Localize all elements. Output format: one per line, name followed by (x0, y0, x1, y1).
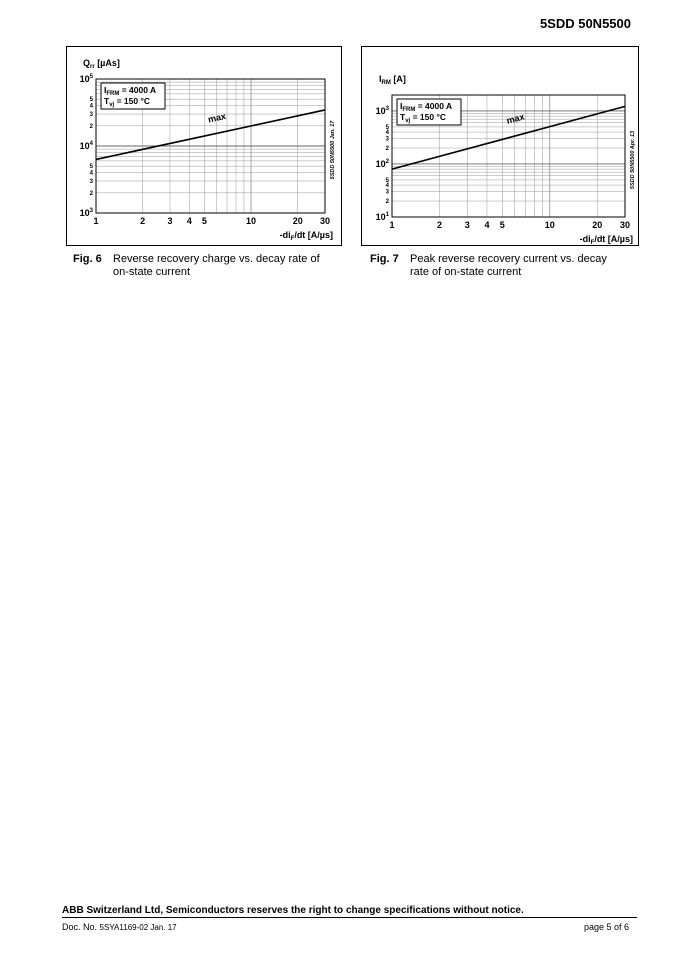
y-tick-label-minor: 2 (385, 199, 389, 206)
footer-divider (62, 917, 637, 918)
y-tick-label-minor: 4 (89, 103, 93, 110)
x-tick-label: 1 (93, 216, 99, 226)
x-tick-label: 10 (544, 220, 555, 230)
y-tick-label-minor: 3 (89, 179, 93, 186)
y-tick-label-minor: 2 (89, 123, 93, 130)
condition-label: $I_{FRM} = 4000$ A (400, 101, 453, 113)
x-tick-label: 4 (484, 220, 490, 230)
footer-doc-number (62, 922, 177, 932)
y-tick-label-minor: 3 (385, 136, 389, 143)
condition-label: $I_{FRM} = 4000$ A (104, 85, 157, 97)
chart-watermark: 5SDD 50N5500 Jan. 17 (330, 120, 336, 180)
x-axis-label: $-di_F/dt$ [A/µs] (279, 230, 333, 242)
x-tick-label: 1 (389, 220, 395, 230)
doc-label: Doc. No. (62, 922, 98, 932)
y-tick-label-minor: 5 (385, 124, 389, 131)
y-tick-label-minor: 5 (89, 164, 93, 171)
x-tick-label: 4 (186, 216, 192, 226)
figure-caption-6 (73, 253, 343, 281)
y-tick-label-major: $10^3$ (79, 208, 93, 218)
y-tick-label-minor: 4 (89, 170, 93, 177)
x-tick-label: 2 (436, 220, 442, 230)
x-tick-label: 20 (592, 220, 603, 230)
x-tick-label: 30 (619, 220, 631, 230)
y-tick-label-minor: 4 (385, 183, 389, 190)
chart-watermark: 5SDD 50N5500 Apr. 13 (630, 130, 636, 190)
chart-reverse-recovery-charge (66, 46, 342, 246)
y-tick-label-major: $10^2$ (375, 158, 389, 169)
y-tick-label-minor: 2 (89, 190, 93, 197)
y-tick-label-minor: 5 (385, 177, 389, 184)
y-tick-label-minor: 3 (89, 112, 93, 119)
chart-canvas (362, 47, 640, 247)
series-label: max (207, 110, 227, 125)
y-tick-label-minor: 3 (385, 189, 389, 196)
document-title: 5SDD 50N5500 (539, 16, 631, 31)
series-label: max (505, 111, 526, 126)
y-axis-label: $Q_{rr}$ [µAs] (83, 58, 120, 70)
chart-peak-reverse-current (361, 46, 639, 246)
y-tick-label-major: $10^4$ (79, 141, 93, 151)
x-axis-label: $-di_F/dt$ [A/µs] (579, 234, 633, 246)
doc-number: 5SYA1169-02 Jan. 17 (99, 923, 177, 932)
y-tick-label-minor: 2 (385, 146, 389, 153)
condition-label: $T_{vj} = 150$ °C (400, 112, 446, 124)
figure-caption-text: Reverse recovery charge vs. decay rate of on-state current (113, 253, 320, 278)
x-tick-label: 20 (292, 216, 303, 226)
y-tick-label-major: $10^1$ (375, 212, 389, 222)
x-tick-label: 5 (201, 216, 207, 226)
x-tick-label: 2 (140, 216, 146, 226)
y-tick-label-major: $10^3$ (375, 105, 389, 116)
footer-notice: ABB Switzerland Ltd, Semiconductors reserves the right to change specifications without notice. (62, 905, 524, 916)
y-tick-label-minor: 5 (89, 97, 93, 104)
x-tick-label: 30 (319, 216, 331, 226)
x-tick-label: 3 (464, 220, 470, 230)
x-tick-label: 3 (167, 216, 173, 226)
x-tick-label: 10 (246, 216, 257, 226)
y-tick-label-minor: 4 (385, 130, 389, 137)
figure-caption-text: Peak reverse recovery current vs. decay rate of on-state current (410, 253, 607, 278)
chart-canvas (67, 47, 343, 247)
y-axis-label: $I_{RM}$ [A] (379, 74, 406, 86)
figure-number: Fig. 7 (370, 253, 399, 265)
figure-number: Fig. 6 (73, 253, 102, 265)
footer-page-number: page 5 of 6 (583, 922, 629, 932)
y-tick-label-major: $10^5$ (79, 74, 93, 84)
x-tick-label: 5 (499, 220, 505, 230)
figure-caption-7 (370, 253, 640, 281)
condition-label: $T_{vj} = 150$ °C (104, 96, 150, 108)
